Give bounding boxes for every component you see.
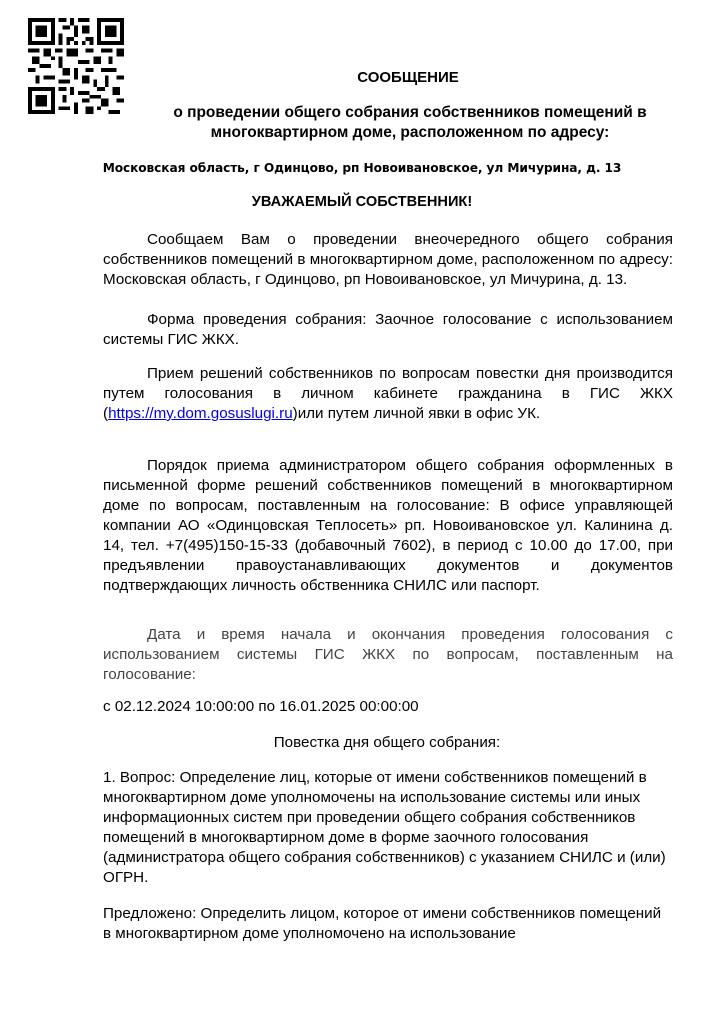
document-subtitle: о проведении общего собрания собственников помещений в многоквартирном доме, расположенном по адресу: [173, 104, 647, 141]
greeting-heading: УВАЖАЕМЫЙ СОБСТВЕННИК! [251, 194, 473, 210]
reception-paragraph [103, 364, 673, 424]
procedure-paragraph: Порядок приема администратором общего собрания оформленных в письменной форме решений собственников помещений в многоквартирном доме по вопросам, поставленным на голосование: В офисе управляющей компании АО «Одинцовская Теплосеть» рп. Новоивановское ул. Калинина д. 14, тел. +7(495)150-15-33 (добавочный 7602), в период с 10.00 до 17.00, при предъявлении правоустанавливающих документов и документов подтверждающих личность обственника СНИЛС или паспорт. [103, 457, 673, 594]
document-title: СООБЩЕНИЕ [357, 69, 459, 86]
property-address: Московская область, г Одинцово, рп Новоивановское, ул Мичурина, д. 13 [102, 161, 622, 175]
agenda-title: Повестка дня общего собрания: [273, 734, 501, 751]
proposal-1: Предложено: Определить лицом, которое от имени собственников помещений в многоквартирном доме уполномочено на использование [103, 905, 662, 942]
qr-code [28, 18, 124, 114]
dates-intro-paragraph: Дата и время начала и окончания проведения голосования с использованием системы ГИС ЖКХ по вопросам, поставленным на голосование: [103, 626, 673, 683]
agenda-question-1: 1. Вопрос: Определение лиц, которые от имени собственников помещений в многоквартирном доме уполномочены на использование системы или иных информационных систем при проведении общего собрания собственников помещений в многоквартирном доме в форме заочного голосования (администратора общего собрания собственников) с указанием СНИЛС и (или) ОГРН. [103, 769, 666, 886]
gosuslugi-link[interactable]: https://my.dom.gosuslugi.ru [108, 405, 293, 422]
reception-text-end: )или путем личной явки в офис УК. [292, 405, 541, 422]
form-paragraph: Форма проведения собрания: Заочное голосование с использованием системы ГИС ЖКХ. [103, 311, 673, 348]
voting-dates: с 02.12.2024 10:00:00 по 16.01.2025 00:00:00 [103, 698, 419, 715]
intro-paragraph: Сообщаем Вам о проведении внеочередного общего собрания собственников помещений в многоквартирном доме, расположенном по адресу: Московская область, г Одинцово, рп Новоивановское, ул Мичурина, д. 13. [103, 231, 673, 288]
reception-text-start: Прием решений собственников по вопросам повестки дня производится путем голосования в личном кабинете гражданина в ГИС ЖКХ ( [103, 365, 673, 422]
